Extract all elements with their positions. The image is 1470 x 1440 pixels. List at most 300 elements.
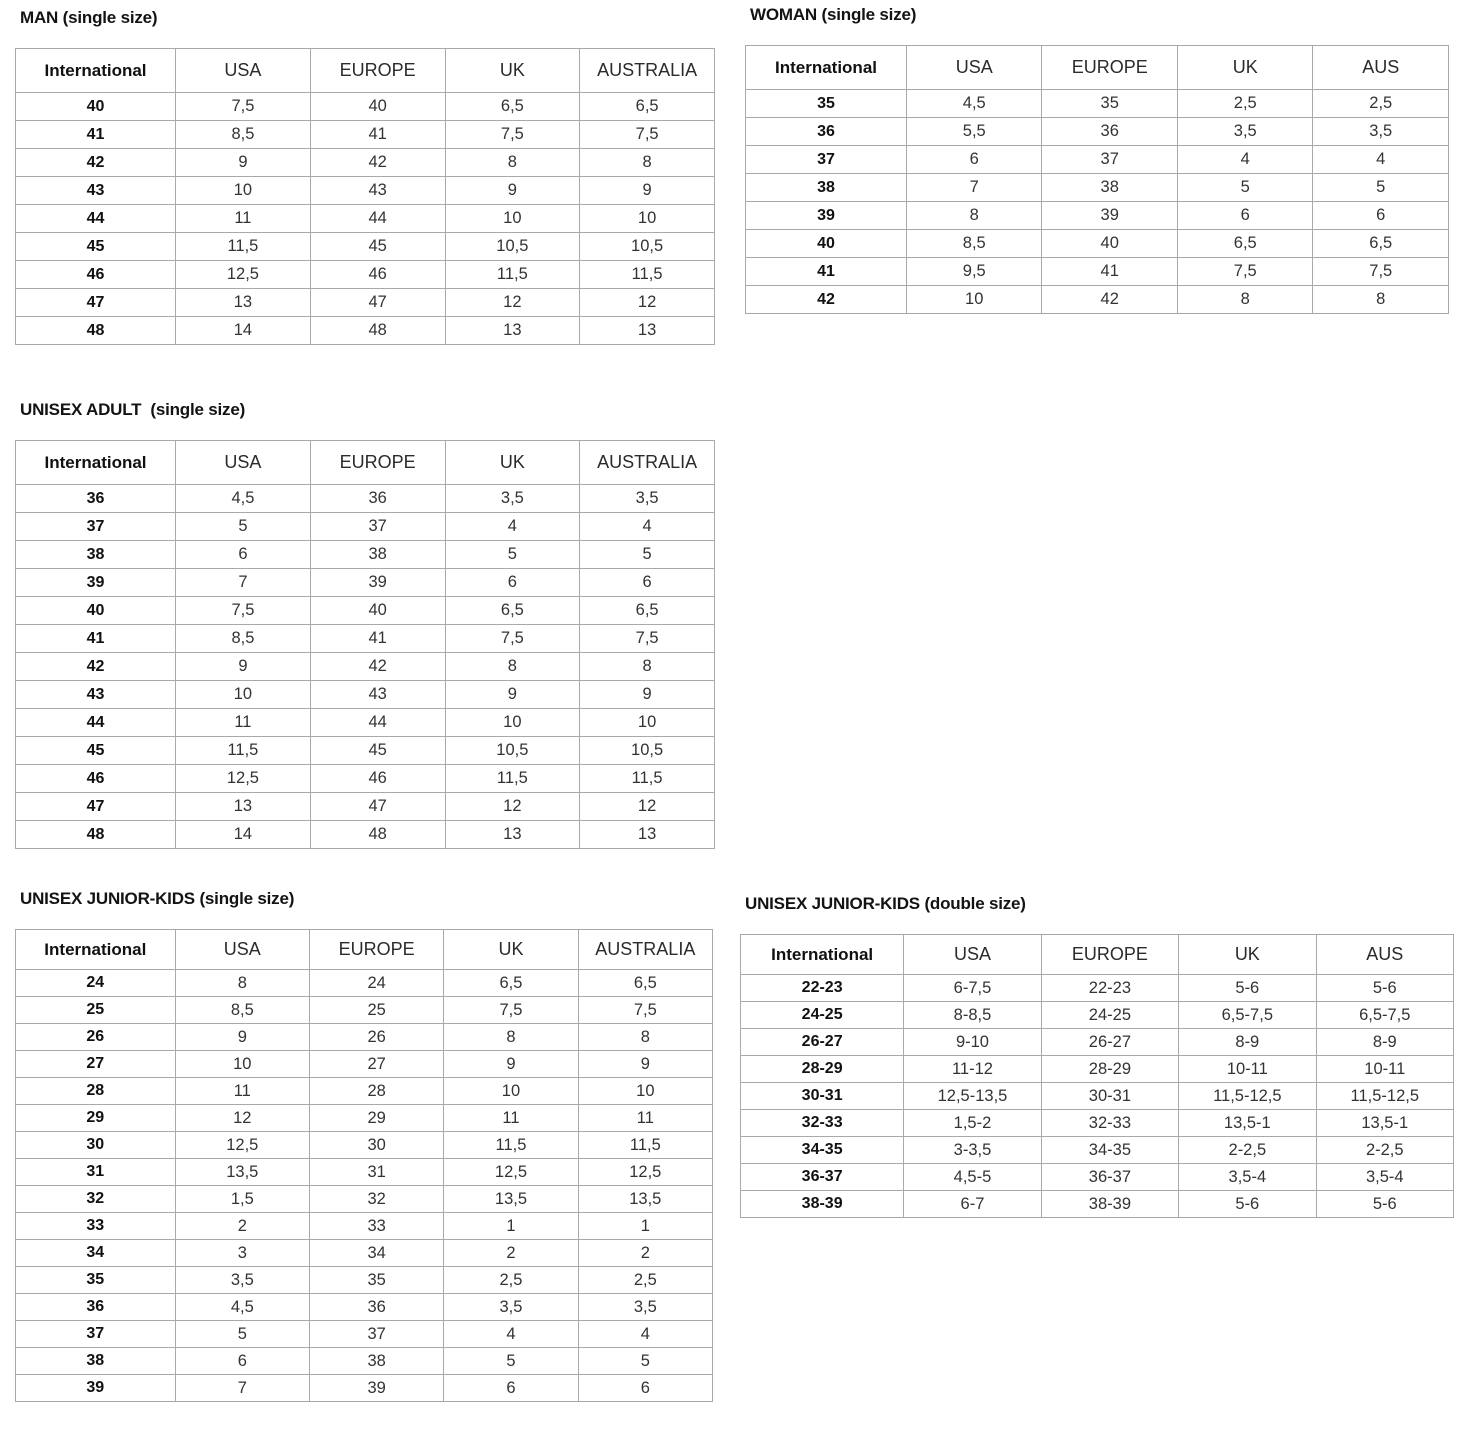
header-row [746,46,1449,90]
size-value-cell: 6 [906,146,1042,174]
size-value-cell: 39 [310,569,445,597]
size-value-cell: 9 [445,177,580,205]
size-value-cell: 9,5 [906,258,1042,286]
international-size-cell: 31 [16,1159,176,1186]
size-value-cell: 8-9 [1179,1029,1316,1056]
size-value-cell: 7,5 [445,121,580,149]
table-title-suffix: (double size) [924,894,1026,913]
unisex-junior-kids-double-size-table-section [740,894,1454,1218]
size-value-cell: 11,5 [444,1132,578,1159]
size-value-cell: 12,5 [175,1132,309,1159]
size-value-cell: 6 [1177,202,1313,230]
international-size-cell: 36-37 [741,1164,904,1191]
international-size-cell: 35 [16,1267,176,1294]
table-row [16,513,715,541]
table-title-junior-double [745,894,1454,913]
size-value-cell: 5 [175,1321,309,1348]
unisex-junior-kids-single-size-table-section [15,889,713,1402]
size-value-cell: 1 [444,1213,578,1240]
size-value-cell: 3,5 [1313,118,1449,146]
size-value-cell: 7,5 [176,597,311,625]
size-value-cell: 10,5 [580,737,715,765]
size-value-cell: 37 [309,1321,443,1348]
size-value-cell: 30-31 [1041,1083,1178,1110]
table-row [741,1029,1454,1056]
table-row [741,1056,1454,1083]
international-size-cell: 40 [16,597,176,625]
table-title-name: UNISEX ADULT [20,400,142,419]
size-value-cell: 2 [175,1213,309,1240]
table-title-suffix: (single size) [821,5,917,24]
size-value-cell: 11,5 [578,1132,712,1159]
size-value-cell: 12 [445,793,580,821]
size-value-cell: 10 [175,1051,309,1078]
size-value-cell: 14 [176,821,311,849]
size-value-cell: 5 [1177,174,1313,202]
header-row [16,441,715,485]
size-value-cell: 31 [309,1159,443,1186]
size-value-cell: 8 [580,149,715,177]
size-value-cell: 2,5 [444,1267,578,1294]
header-row [741,935,1454,975]
size-value-cell: 6 [444,1375,578,1402]
table-row [16,1024,713,1051]
table-row [16,1186,713,1213]
column-header-international: International [16,441,176,485]
size-value-cell: 2 [444,1240,578,1267]
international-size-cell: 46 [16,261,176,289]
size-value-cell: 6,5 [578,970,712,997]
size-value-cell: 12 [580,289,715,317]
size-value-cell: 10 [176,681,311,709]
size-value-cell: 8 [445,653,580,681]
international-size-cell: 34 [16,1240,176,1267]
size-value-cell: 42 [1042,286,1178,314]
table-row [741,1002,1454,1029]
size-value-cell: 13 [176,793,311,821]
size-value-cell: 33 [309,1213,443,1240]
size-value-cell: 32-33 [1041,1110,1178,1137]
size-value-cell: 30 [309,1132,443,1159]
international-size-cell: 41 [16,625,176,653]
table-title-name: WOMAN [750,5,817,24]
column-header-uk: UK [444,930,578,970]
size-value-cell: 7,5 [580,625,715,653]
international-size-cell: 29 [16,1105,176,1132]
table-row [746,146,1449,174]
table-row [16,737,715,765]
size-value-cell: 4 [444,1321,578,1348]
size-value-cell: 3,5 [1177,118,1313,146]
size-value-cell: 4,5 [906,90,1042,118]
table-row [16,653,715,681]
table-row [16,1159,713,1186]
size-value-cell: 28 [309,1078,443,1105]
international-size-cell: 30 [16,1132,176,1159]
size-value-cell: 3,5 [175,1267,309,1294]
international-size-cell: 42 [16,653,176,681]
size-value-cell: 26 [309,1024,443,1051]
international-size-cell: 38 [16,1348,176,1375]
size-value-cell: 6,5 [580,93,715,121]
table-title-woman [750,5,1449,24]
unisex-adult-size-table-section [15,400,715,849]
size-value-cell: 10 [580,205,715,233]
size-value-cell: 11,5 [445,765,580,793]
size-value-cell: 12,5-13,5 [904,1083,1041,1110]
size-value-cell: 38 [310,541,445,569]
size-value-cell: 3,5 [580,485,715,513]
size-value-cell: 7,5 [445,625,580,653]
column-header-australia: AUSTRALIA [580,441,715,485]
size-value-cell: 4,5-5 [904,1164,1041,1191]
size-value-cell: 10 [176,177,311,205]
international-size-cell: 48 [16,821,176,849]
size-value-cell: 3,5 [444,1294,578,1321]
size-value-cell: 9 [580,681,715,709]
international-size-cell: 32-33 [741,1110,904,1137]
international-size-cell: 38 [746,174,907,202]
table-row [16,1294,713,1321]
size-value-cell: 6,5 [445,597,580,625]
size-value-cell: 7 [175,1375,309,1402]
table-title-unisex-adult [20,400,715,419]
size-value-cell: 6 [1313,202,1449,230]
international-size-cell: 40 [746,230,907,258]
international-size-cell: 42 [746,286,907,314]
size-value-cell: 6 [175,1348,309,1375]
size-value-cell: 12 [580,793,715,821]
size-table [745,45,1449,314]
size-value-cell: 8,5 [176,625,311,653]
size-value-cell: 8-8,5 [904,1002,1041,1029]
table-row [16,821,715,849]
column-header-international: International [746,46,907,90]
size-value-cell: 37 [310,513,445,541]
size-value-cell: 6,5 [1313,230,1449,258]
size-value-cell: 41 [310,121,445,149]
size-value-cell: 5-6 [1179,975,1316,1002]
table-row [746,90,1449,118]
size-value-cell: 37 [1042,146,1178,174]
size-value-cell: 13,5-1 [1179,1110,1316,1137]
size-value-cell: 12 [175,1105,309,1132]
size-value-cell: 1,5-2 [904,1110,1041,1137]
table-row [16,205,715,233]
size-value-cell: 10-11 [1179,1056,1316,1083]
table-title-suffix: (single size) [62,8,158,27]
international-size-cell: 35 [746,90,907,118]
size-value-cell: 34 [309,1240,443,1267]
size-value-cell: 8,5 [176,121,311,149]
size-value-cell: 9-10 [904,1029,1041,1056]
column-header-europe: EUROPE [1041,935,1178,975]
size-value-cell: 11,5 [445,261,580,289]
table-row [16,1240,713,1267]
column-header-uk: UK [445,441,580,485]
size-value-cell: 41 [310,625,445,653]
international-size-cell: 30-31 [741,1083,904,1110]
international-size-cell: 36 [746,118,907,146]
size-value-cell: 10 [578,1078,712,1105]
size-value-cell: 6,5 [445,93,580,121]
size-value-cell: 39 [1042,202,1178,230]
size-value-cell: 9 [175,1024,309,1051]
column-header-international: International [741,935,904,975]
size-value-cell: 2,5 [578,1267,712,1294]
international-size-cell: 37 [746,146,907,174]
size-value-cell: 39 [309,1375,443,1402]
table-row [741,1137,1454,1164]
international-size-cell: 25 [16,997,176,1024]
table-title-name: UNISEX JUNIOR-KIDS [20,889,195,908]
international-size-cell: 26 [16,1024,176,1051]
size-value-cell: 5 [176,513,311,541]
international-size-cell: 24-25 [741,1002,904,1029]
international-size-cell: 39 [16,569,176,597]
size-value-cell: 22-23 [1041,975,1178,1002]
size-value-cell: 12,5 [444,1159,578,1186]
size-value-cell: 8 [175,970,309,997]
size-value-cell: 2 [578,1240,712,1267]
size-value-cell: 8 [444,1024,578,1051]
size-value-cell: 5-6 [1316,975,1453,1002]
size-value-cell: 7,5 [580,121,715,149]
table-row [16,317,715,345]
table-row [16,233,715,261]
size-value-cell: 3,5-4 [1316,1164,1453,1191]
size-value-cell: 43 [310,681,445,709]
table-row [16,681,715,709]
table-row [741,1083,1454,1110]
size-value-cell: 12,5 [578,1159,712,1186]
size-value-cell: 9 [445,681,580,709]
size-value-cell: 12,5 [176,765,311,793]
international-size-cell: 47 [16,289,176,317]
table-row [16,765,715,793]
size-value-cell: 11-12 [904,1056,1041,1083]
man-size-table-section [15,8,715,345]
size-value-cell: 42 [310,653,445,681]
international-size-cell: 37 [16,513,176,541]
international-size-cell: 43 [16,681,176,709]
column-header-aus: AUS [1316,935,1453,975]
size-value-cell: 7 [176,569,311,597]
size-value-cell: 9 [444,1051,578,1078]
international-size-cell: 44 [16,709,176,737]
table-row [16,261,715,289]
table-row [16,1213,713,1240]
size-value-cell: 2,5 [1313,90,1449,118]
woman-size-table-section [745,5,1449,314]
size-value-cell: 4 [578,1321,712,1348]
size-value-cell: 5 [1313,174,1449,202]
size-value-cell: 3,5-4 [1179,1164,1316,1191]
column-header-uk: UK [1177,46,1313,90]
table-row [741,1110,1454,1137]
size-value-cell: 10,5 [445,233,580,261]
size-value-cell: 7,5 [578,997,712,1024]
table-row [16,289,715,317]
international-size-cell: 37 [16,1321,176,1348]
international-size-cell: 28 [16,1078,176,1105]
international-size-cell: 36 [16,1294,176,1321]
size-value-cell: 13,5 [444,1186,578,1213]
size-value-cell: 4 [1177,146,1313,174]
size-value-cell: 11 [175,1078,309,1105]
table-row [16,1051,713,1078]
size-value-cell: 8,5 [906,230,1042,258]
size-value-cell: 45 [310,233,445,261]
column-header-uk: UK [445,49,580,93]
size-value-cell: 10 [906,286,1042,314]
international-size-cell: 41 [16,121,176,149]
size-table [740,934,1454,1218]
column-header-international: International [16,930,176,970]
size-value-cell: 6 [580,569,715,597]
size-value-cell: 3,5 [578,1294,712,1321]
size-value-cell: 2,5 [1177,90,1313,118]
size-value-cell: 47 [310,289,445,317]
international-size-cell: 43 [16,177,176,205]
size-value-cell: 11 [444,1105,578,1132]
international-size-cell: 45 [16,233,176,261]
size-value-cell: 7,5 [1177,258,1313,286]
table-row [741,975,1454,1002]
header-row [16,930,713,970]
table-row [16,569,715,597]
size-value-cell: 36 [310,485,445,513]
table-row [16,541,715,569]
size-value-cell: 4 [1313,146,1449,174]
international-size-cell: 22-23 [741,975,904,1002]
table-row [16,1321,713,1348]
size-value-cell: 6,5 [1177,230,1313,258]
column-header-usa: USA [176,441,311,485]
table-row [16,970,713,997]
international-size-cell: 36 [16,485,176,513]
size-value-cell: 2-2,5 [1316,1137,1453,1164]
size-table [15,929,713,1402]
table-row [16,177,715,205]
size-value-cell: 28-29 [1041,1056,1178,1083]
column-header-australia: AUSTRALIA [578,930,712,970]
size-value-cell: 47 [310,793,445,821]
size-value-cell: 35 [1042,90,1178,118]
size-value-cell: 8 [580,653,715,681]
column-header-europe: EUROPE [309,930,443,970]
size-value-cell: 12 [445,289,580,317]
international-size-cell: 38 [16,541,176,569]
international-size-cell: 32 [16,1186,176,1213]
table-row [16,997,713,1024]
international-size-cell: 24 [16,970,176,997]
international-size-cell: 45 [16,737,176,765]
size-value-cell: 25 [309,997,443,1024]
size-value-cell: 40 [1042,230,1178,258]
table-title-name: MAN [20,8,59,27]
size-value-cell: 11,5 [580,765,715,793]
table-row [746,286,1449,314]
size-value-cell: 2-2,5 [1179,1137,1316,1164]
size-value-cell: 5 [444,1348,578,1375]
size-value-cell: 8 [1177,286,1313,314]
size-value-cell: 13 [580,317,715,345]
table-row [16,1078,713,1105]
size-value-cell: 13 [580,821,715,849]
column-header-usa: USA [906,46,1042,90]
size-value-cell: 10,5 [580,233,715,261]
table-row [746,230,1449,258]
size-value-cell: 5 [578,1348,712,1375]
size-value-cell: 3-3,5 [904,1137,1041,1164]
table-row [741,1191,1454,1218]
size-value-cell: 10 [580,709,715,737]
size-value-cell: 27 [309,1051,443,1078]
size-value-cell: 38 [1042,174,1178,202]
size-value-cell: 6 [176,541,311,569]
size-value-cell: 12,5 [176,261,311,289]
table-row [746,174,1449,202]
size-value-cell: 11,5 [176,233,311,261]
table-row [16,625,715,653]
size-value-cell: 29 [309,1105,443,1132]
size-value-cell: 40 [310,597,445,625]
column-header-usa: USA [175,930,309,970]
size-value-cell: 38-39 [1041,1191,1178,1218]
international-size-cell: 33 [16,1213,176,1240]
table-row [16,597,715,625]
column-header-uk: UK [1179,935,1316,975]
size-value-cell: 13,5-1 [1316,1110,1453,1137]
size-value-cell: 36-37 [1041,1164,1178,1191]
international-size-cell: 38-39 [741,1191,904,1218]
international-size-cell: 28-29 [741,1056,904,1083]
size-value-cell: 6,5-7,5 [1179,1002,1316,1029]
column-header-europe: EUROPE [310,441,445,485]
size-value-cell: 26-27 [1041,1029,1178,1056]
size-value-cell: 42 [310,149,445,177]
size-value-cell: 13,5 [175,1159,309,1186]
table-title-man [20,8,715,27]
size-value-cell: 13,5 [578,1186,712,1213]
column-header-usa: USA [904,935,1041,975]
size-value-cell: 8,5 [175,997,309,1024]
size-value-cell: 9 [176,149,311,177]
table-row [16,1105,713,1132]
international-size-cell: 26-27 [741,1029,904,1056]
size-value-cell: 11,5-12,5 [1316,1083,1453,1110]
size-table [15,440,715,849]
table-title-junior-single [20,889,713,908]
size-value-cell: 5 [580,541,715,569]
size-value-cell: 14 [176,317,311,345]
table-row [16,485,715,513]
international-size-cell: 42 [16,149,176,177]
size-value-cell: 7,5 [1313,258,1449,286]
size-value-cell: 24 [309,970,443,997]
size-value-cell: 6,5 [444,970,578,997]
size-value-cell: 10-11 [1316,1056,1453,1083]
column-header-australia: AUSTRALIA [580,49,715,93]
table-row [16,93,715,121]
size-value-cell: 24-25 [1041,1002,1178,1029]
table-row [16,1132,713,1159]
size-value-cell: 6,5-7,5 [1316,1002,1453,1029]
size-value-cell: 9 [580,177,715,205]
size-value-cell: 48 [310,317,445,345]
size-value-cell: 8-9 [1316,1029,1453,1056]
